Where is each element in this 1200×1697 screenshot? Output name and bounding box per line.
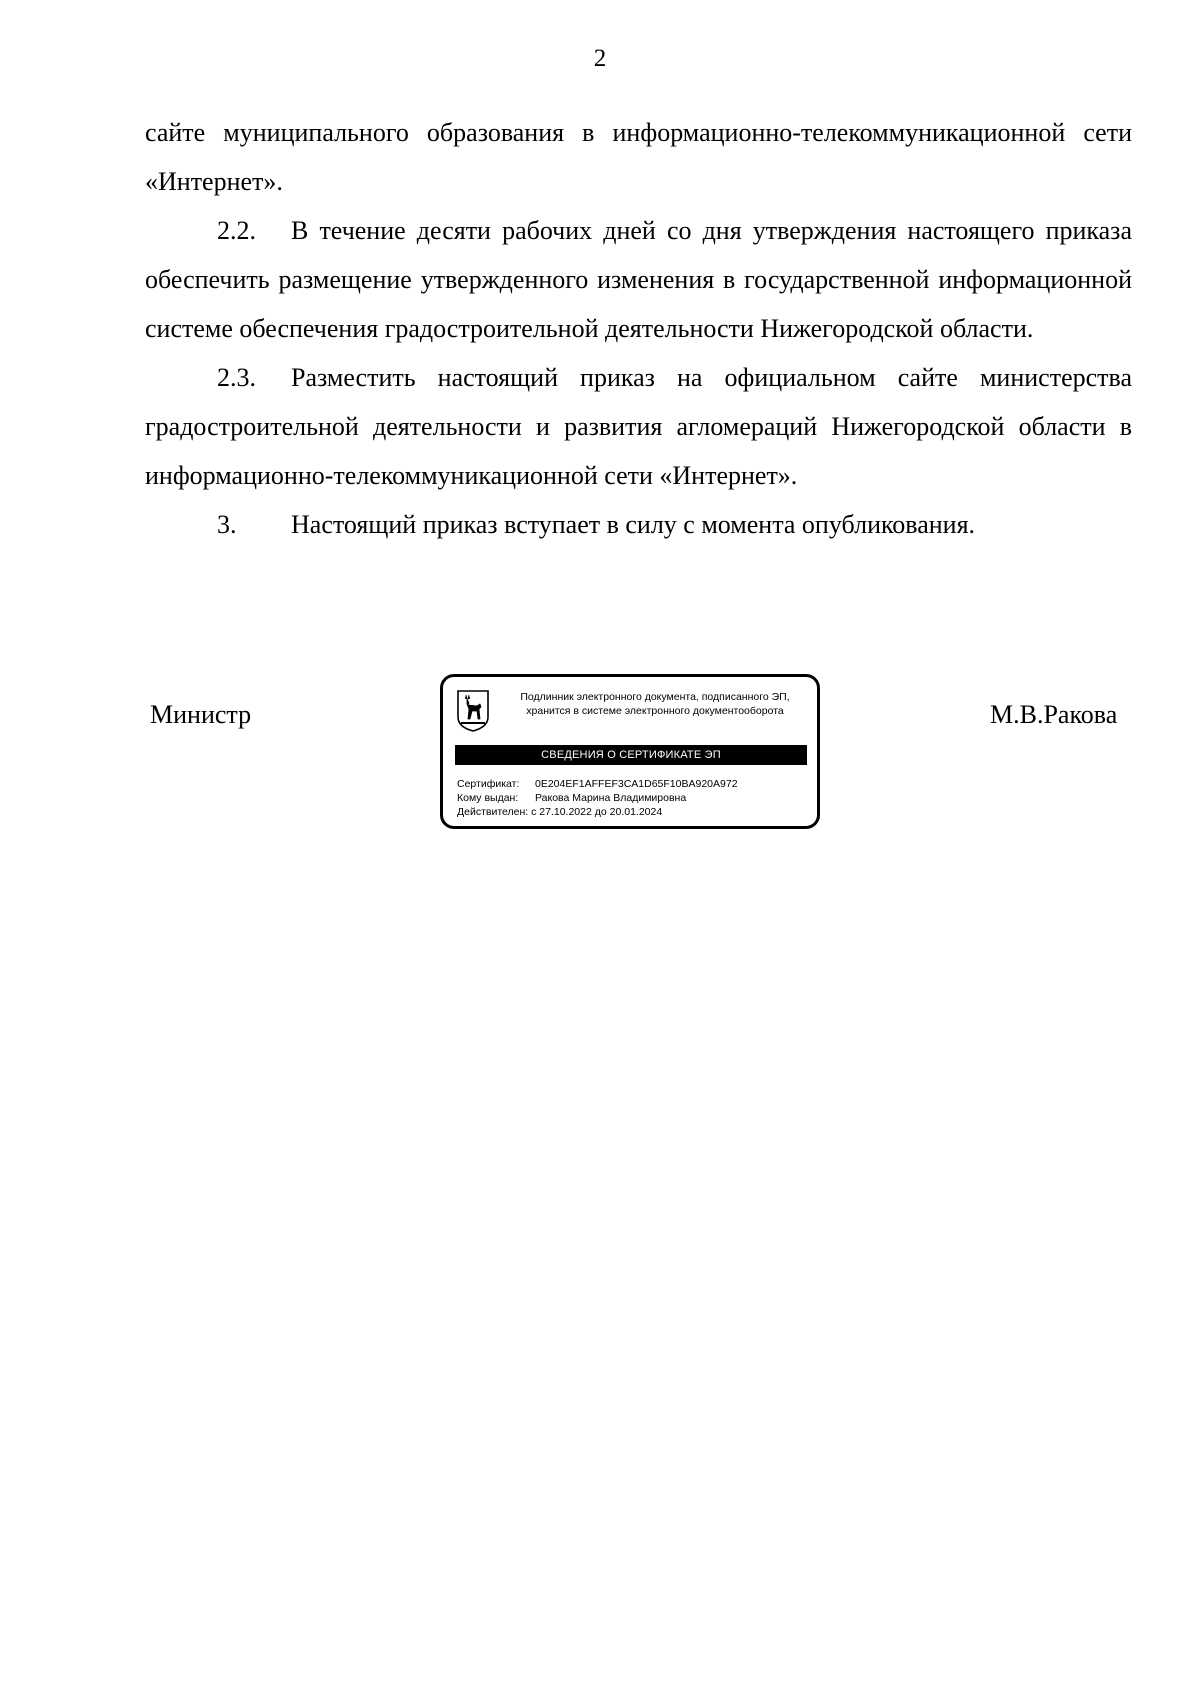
certificate-label: Сертификат: — [457, 778, 520, 790]
electronic-signature-stamp — [440, 674, 820, 829]
document-body — [145, 108, 1132, 549]
paragraph-number: 2.3. — [217, 363, 256, 392]
stamp-notice — [495, 690, 815, 718]
paragraph-2-2 — [145, 206, 1132, 353]
stamp-notice-line: Подлинник электронного документа, подписанного ЭП, — [520, 691, 790, 703]
paragraph-text: Настоящий приказ вступает в силу с момента опубликования. — [291, 510, 976, 539]
validity-value: с 27.10.2022 до 20.01.2024 — [531, 806, 663, 818]
validity-row — [457, 805, 809, 819]
stamp-notice-line: хранится в системе электронного документооборота — [526, 705, 784, 717]
certificate-details — [457, 777, 809, 819]
validity-label: Действителен: — [457, 806, 529, 818]
signatory-name: М.В.Ракова — [990, 700, 1118, 729]
paragraph-text: сайте муниципального образования в информационно-телекоммуникационной сети «Интернет». — [145, 118, 1132, 196]
paragraph-number: 3. — [217, 510, 237, 539]
issued-to-row — [457, 791, 809, 805]
paragraph-continuation — [145, 108, 1132, 206]
certificate-value: 0E204EF1AFFEF3CA1D65F10BA920A972 — [535, 778, 738, 790]
page-number: 2 — [593, 45, 607, 72]
paragraph-3 — [145, 500, 1132, 549]
paragraph-text: Разместить настоящий приказ на официальном сайте министерства градостроительной деятельности и развития агломераций Нижегородской области в информационно-телекоммуникационной сети «Интернет». — [145, 363, 1132, 490]
paragraph-number: 2.2. — [217, 216, 256, 245]
certificate-row — [457, 777, 809, 791]
issued-to-label: Кому выдан: — [457, 792, 519, 804]
paragraph-2-3 — [145, 353, 1132, 500]
signatory-position: Министр — [150, 700, 252, 729]
issued-to-value: Ракова Марина Владимировна — [535, 792, 687, 804]
nizhny-novgorod-deer-emblem-icon — [455, 689, 491, 733]
certificate-header: СВЕДЕНИЯ О СЕРТИФИКАТЕ ЭП — [455, 745, 807, 765]
paragraph-text: В течение десяти рабочих дней со дня утверждения настоящего приказа обеспечить размещение утвержденного изменения в государственной информационной системе обеспечения градостроительной деятельности Нижегородской области. — [145, 216, 1132, 343]
